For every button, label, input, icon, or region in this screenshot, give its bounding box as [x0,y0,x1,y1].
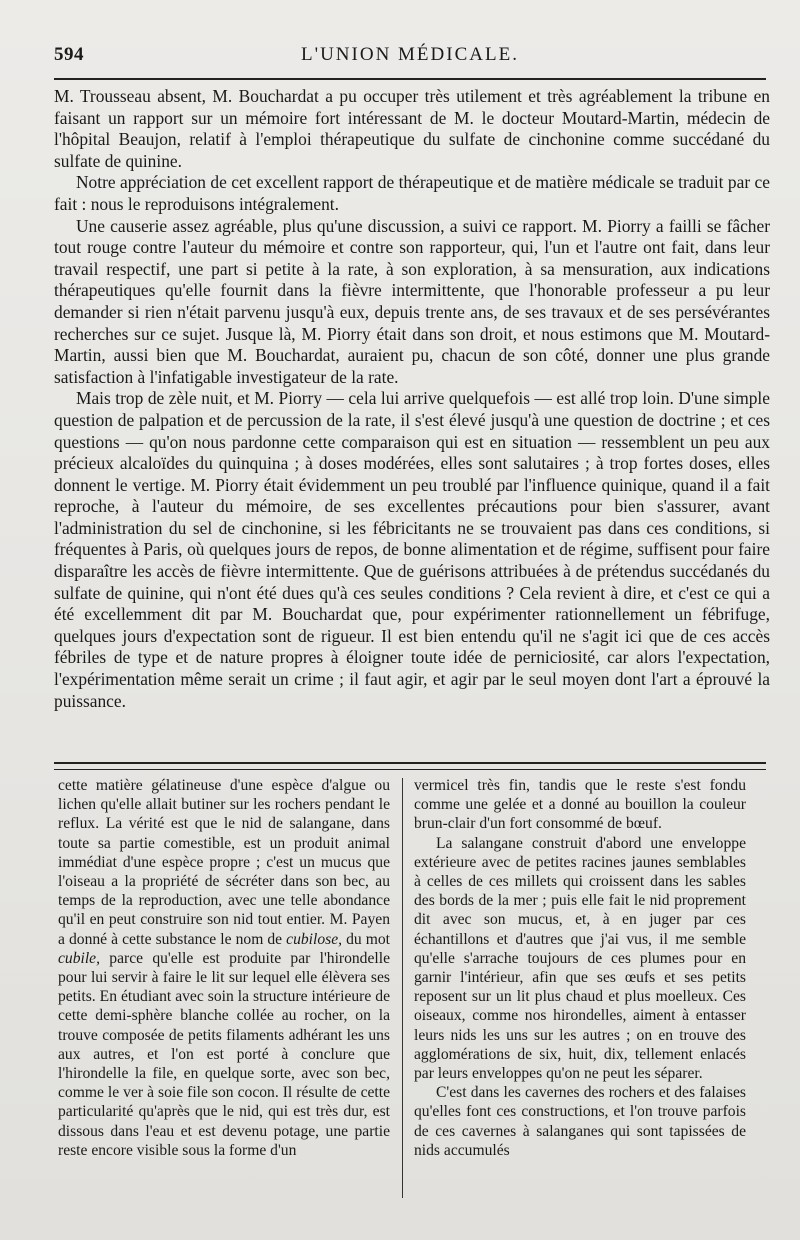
left-column [58,776,390,1160]
header-rule [54,78,766,80]
section-divider [54,762,766,770]
article-paragraph: Une causerie assez agréable, plus qu'une discussion, a suivi ce rapport. M. Piorry a failli se fâcher tout rouge contre l'auteur du mémoire et contre son rapporteur, qui, l'un et l'autre ont fait, dans leur travail respectif, une part si petite à la rate, à son exploration, à sa mensuration, aux indications thérapeutiques qu'elle fournit dans la fièvre intermittente, que l'honorable professeur a pu leur demander si rien n'était parvenu jusqu'à eux, depuis trente ans, de ses travaux et de ses persévérantes recherches sur ce sujet. Jusque là, M. Piorry était dans son droit, et nous estimons que M. Moutard-Martin, aussi bien que M. Bouchardat, auraient pu, chacun de son côté, donner une plus grande satisfaction à l'infatigable investigateur de la rate. [54,215,770,387]
text-run: cette matière gélatineuse d'une espèce d'algue ou lichen qu'elle allait butiner sur les rochers pendant le reflux. La vérité est que le nid de salangane, dans toute sa partie comestible, est un produit animal immédiat d'une espèce propre ; c'est un mucus que l'oiseau a la propriété de sécréter dans son bec, au temps de la reproduction, avec une telle abondance qu'il en peut construire son nid tout entier. M. Payen a donné à cette substance le nom de [58,777,390,948]
page-header [54,44,766,72]
italic-term: cubile, [58,949,100,967]
main-article [54,86,770,712]
column-paragraph: C'est dans les cavernes des rochers et des falaises qu'elles font ces constructions, et l'on trouve parfois de ces cavernes à salanganes qui sont tapissées de nids accumulés [414,1084,746,1159]
page-number: 594 [54,44,84,65]
article-paragraph: Notre appréciation de cet excellent rapport de thérapeutique et de matière médicale se traduit par ce fait : nous le reproduisons intégralement. [54,172,770,214]
column-paragraph [58,776,390,1160]
column-separator [402,778,403,1198]
text-run: du mot [342,930,390,948]
running-title: L'UNION MÉDICALE. [301,44,519,65]
text-run: parce qu'elle est produite par l'hirondelle pour lui servir à faire le lit sur lequel elle élèvera ses petits. En étudiant avec soin la structure intérieure de cette demi-sphère blanche collée au rocher, on la trouve composée de petits filaments adhérant les uns aux autres, et l'on est porté à conclure que l'hirondelle la file, en quelque sorte, avec son bec, comme le ver à soie file son cocon. Il résulte de cette particularité qu'après que le nid, qui est très dur, est dissous dans l'eau et est devenu potage, une partie reste encore visible sous la forme d'un [58,949,390,1159]
column-paragraph: vermicel très fin, tandis que le reste s'est fondu comme une gelée et a donné au bouillon la couleur brun-clair d'un fort consommé de bœuf. [414,777,746,833]
column-paragraph: La salangane construit d'abord une enveloppe extérieure avec de petites racines jaunes semblables à celles de ces millets qui croissent dans les sables des bords de la mer ; puis elle fait le nid proprement dit avec son mucus, et, à en juger par ces échantillons et d'autres que j'ai vus, il me semble qu'elle s'arrache toujours de ces plumes pour en garnir l'intérieur, afin que ses œufs et ses petits reposent sur un lit plus chaud et plus moelleux. Ces oiseaux, comme nos hirondelles, aiment à entasser leurs nids les uns sur les autres ; on en trouve des agglomérations de six, huit, dix, tellement enlacés par leurs enveloppes qu'on ne peut les séparer. [414,834,746,1083]
italic-term: cubilose, [286,930,343,948]
right-column [414,776,746,1160]
article-paragraph: M. Trousseau absent, M. Bouchardat a pu occuper très utilement et très agréablement la tribune en faisant un rapport sur un mémoire fort intéressant de M. le docteur Moutard-Martin, médecin de l'hôpital Beaujon, relatif à l'emploi thérapeutique du sulfate de cinchonine comme succédané du sulfate de quinine. [54,86,770,171]
article-paragraph: Mais trop de zèle nuit, et M. Piorry — cela lui arrive quelquefois — est allé trop loin. D'une simple question de palpation et de percussion de la rate, il s'est élevé jusqu'à une question de doctrine ; et ces questions — qu'on nous pardonne cette comparaison qui est en situation — ressemblent un peu aux précieux alcaloïdes du quinquina ; à doses modérées, elles sont salutaires ; à trop fortes doses, elles donnent le vertige. M. Piorry était évidemment un peu troublé par l'influence quinique, quand il a fait reproche, à l'auteur du mémoire, de ses excellentes précautions pour bien s'assurer, avant l'administration du sel de cinchonine, si les fébricitants ne se trouvaient pas dans ces conditions, si fréquentes à Paris, où quelques jours de repos, de bonne alimentation et de régime, suffisent pour faire disparaître les accès de fièvre intermittente. Que de guérisons attribuées à de prétendus succédanés du sulfate de quinine, qui n'ont été dues qu'à ces seules conditions ? Cela revient à dire, et c'est ce qui a été excellemment dit par M. Bouchardat que, pour expérimenter rationnellement un fébrifuge, quelques jours d'expectation sont de rigueur. Il est bien entendu qu'il ne s'agit ici que de ces accès fébriles de type et de nature propres à éloigner toute idée de perniciosité, car alors l'expectation, l'expérimentation même serait un crime ; il faut agir, et agir par le seul moyen dont l'art a éprouvé la puissance. [54,388,770,711]
